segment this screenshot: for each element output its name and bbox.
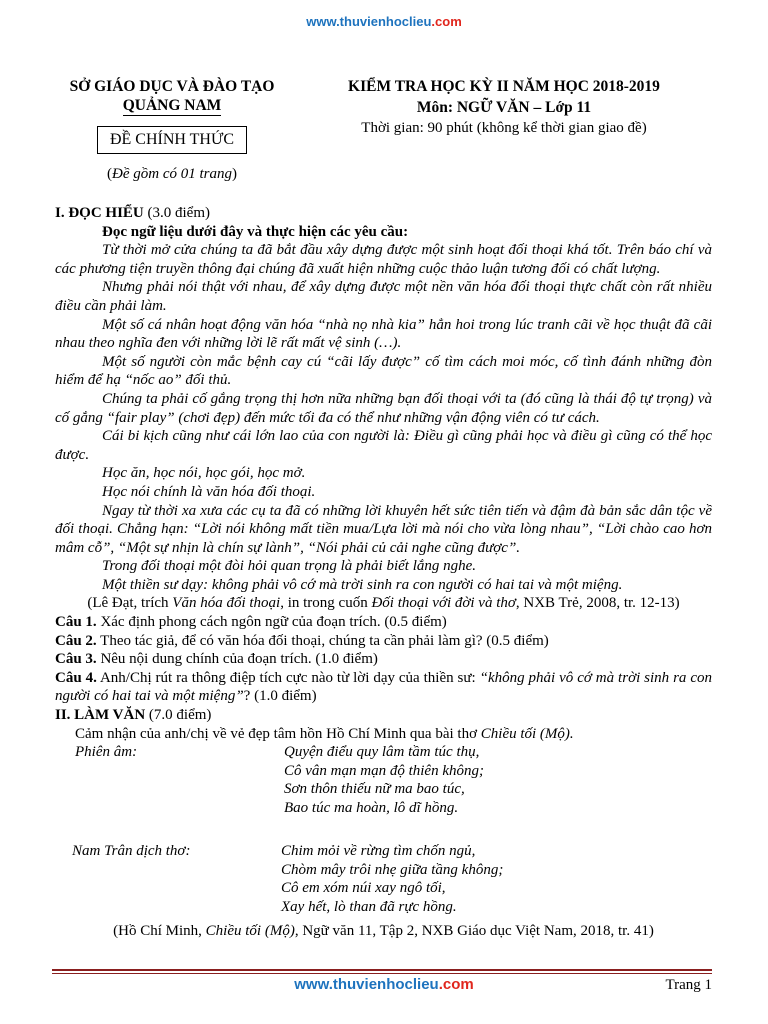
poem-line: Quyện điểu quy lâm tầm túc thụ, [284,744,480,761]
essay-prompt: Cảm nhận của anh/chị về vẻ đẹp tâm hồn Hồ Chí Minh qua bài thơ Chiều tối (Mộ). [75,725,574,742]
exam-time: Thời gian: 90 phút (không kể thời gian giao đề) [361,120,647,136]
section-1-instruction: Đọc ngữ liệu dưới đây và thực hiện các yêu cầu: [102,223,409,240]
org-name: SỞ GIÁO DỤC VÀ ĐÀO TẠO [69,78,275,95]
question-3: Câu 3. Nêu nội dung chính của đoạn trích. (1.0 điểm) [55,651,378,668]
exam-subject: Môn: NGỮ VĂN – Lớp 11 [416,99,592,116]
footer-rule-thin [52,973,712,974]
passage-paragraph: Từ thời mở cửa chúng ta đã bắt đầu xây dựng được một sinh hoạt đối thoại khá tốt. Trên báo chí và các phương tiện truyền thông đại chúng đã xuất hiện những cuộc thảo luận tương đối có chất lượng. [55,242,712,277]
org-province: QUẢNG NAM [122,97,222,114]
poem-line: Chòm mây trôi nhẹ giữa tầng không; [281,861,504,878]
exam-content [55,204,712,941]
passage-paragraph: Học nói chính là văn hóa đối thoại. [102,483,316,500]
poem-translation-label: Nam Trân dịch thơ: [72,843,191,860]
passage-paragraph: Chúng ta phải cố gắng trọng thị hơn nữa những bạn đối thoại với ta (đó cũng là thái độ tự trọng) và cố gắng “fair play” (chơi đẹp) đến mức tối đa có thể như những vận động viên có tư cách. [55,390,712,426]
passage-paragraph: Một thiền sư dạy: không phải vô cớ mà trời sinh ra con người có hai tai và một miệng. [102,576,623,593]
poem-line: Cô vân mạn mạn độ thiên không; [284,762,484,779]
section-1-heading: I. ĐỌC HIỂU (3.0 điểm) [55,205,210,221]
passage-paragraph: Ngay từ thời xa xưa các cụ ta đã có những lời khuyên hết sức tiên tiến và đậm đà bản sắc dân tộc về đối thoại. Chẳng hạn: “Lời nói không mất tiền mua/Lựa lời mà nói cho vừa lòng nhau”, “Lời chào cao hơn mâm cỗ”, “Một sự nhịn là chín sự lành”, “Nói phải củ cải nghe cũng được”. [55,502,712,556]
poem-line: Xay hết, lò than đã rực hồng. [281,899,457,915]
official-box: ĐỀ CHÍNH THỨC [97,126,247,154]
header-right [320,77,688,138]
poem-translation [55,842,712,922]
passage-paragraph: Một số cá nhân hoạt động văn hóa “nhà nọ nhà kia” hẳn hoi trong lúc tranh cãi về học thuật đã cãi nhau theo nghĩa đen với những lời lẽ rất mất vệ sinh (…). [55,316,712,352]
poem-line: Sơn thôn thiếu nữ ma bao túc, [284,781,465,798]
watermark-top[interactable] [0,14,768,29]
poem-source: (Hồ Chí Minh, Chiều tối (Mộ), Ngữ văn 11, Tập 2, NXB Giáo dục Việt Nam, 2018, tr. 41) [113,923,654,940]
header-left [52,77,292,183]
poem-original [55,743,712,823]
poem-line: Chim mỏi về rừng tìm chốn ngủ, [281,843,476,860]
footer-rule [52,969,712,971]
passage-source: (Lê Đạt, trích Văn hóa đối thoại, in trong cuốn Đối thoại với đời và thơ, NXB Trẻ, 2008, tr. 12-13) [87,595,680,612]
poem-line: Bao túc ma hoàn, lô dĩ hồng. [284,800,459,816]
question-1: Câu 1. Xác định phong cách ngôn ngữ của đoạn trích. (0.5 điểm) [55,614,447,631]
page-count-note: (Đề gồm có 01 trang) [107,166,237,182]
passage-paragraph: Cái bi kịch cũng như cái lớn lao của con người là: Điều gì cũng phải học và điều gì cũng có thể học được. [55,428,712,463]
passage-paragraph: Trong đối thoại một đòi hỏi quan trọng là phải biết lắng nghe. [102,558,477,575]
watermark-bottom[interactable]: www.thuvienhoclieu.com [294,976,474,993]
poem-line: Cô em xóm núi xay ngô tối, [281,880,446,897]
exam-title: KIỂM TRA HỌC KỲ II NĂM HỌC 2018-2019 [348,78,660,95]
watermark-top-tld: .com [431,14,462,29]
passage-paragraph: Học ăn, học nói, học gói, học mở. [102,465,306,482]
question-2: Câu 2. Theo tác giả, để có văn hóa đối thoại, chúng ta cần phải làm gì? (0.5 điểm) [55,632,549,649]
question-4: Câu 4. Anh/Chị rút ra thông điệp tích cực nào từ lời dạy của thiền sư: “không phải vô cớ mà trời sinh ra con người có hai tai và một miệng”? (1.0 điểm) [55,669,713,705]
page-number: Trang 1 [665,977,712,993]
passage-paragraph: Một số người còn mắc bệnh cay cú “cãi lấy được” cố tìm cách moi móc, cố tình đánh những đòn hiểm để hạ “nốc ao” đối thủ. [55,353,712,389]
poem-original-label: Phiên âm: [75,744,138,761]
passage-paragraph: Nhưng phải nói thật với nhau, để xây dựng được một nền văn hóa đối thoại thực chất còn rất nhiều điều cần phải làm. [55,279,712,314]
section-2-heading: II. LÀM VĂN (7.0 điểm) [55,707,212,724]
watermark-top-domain: www.thuvienhoclieu [306,14,432,29]
